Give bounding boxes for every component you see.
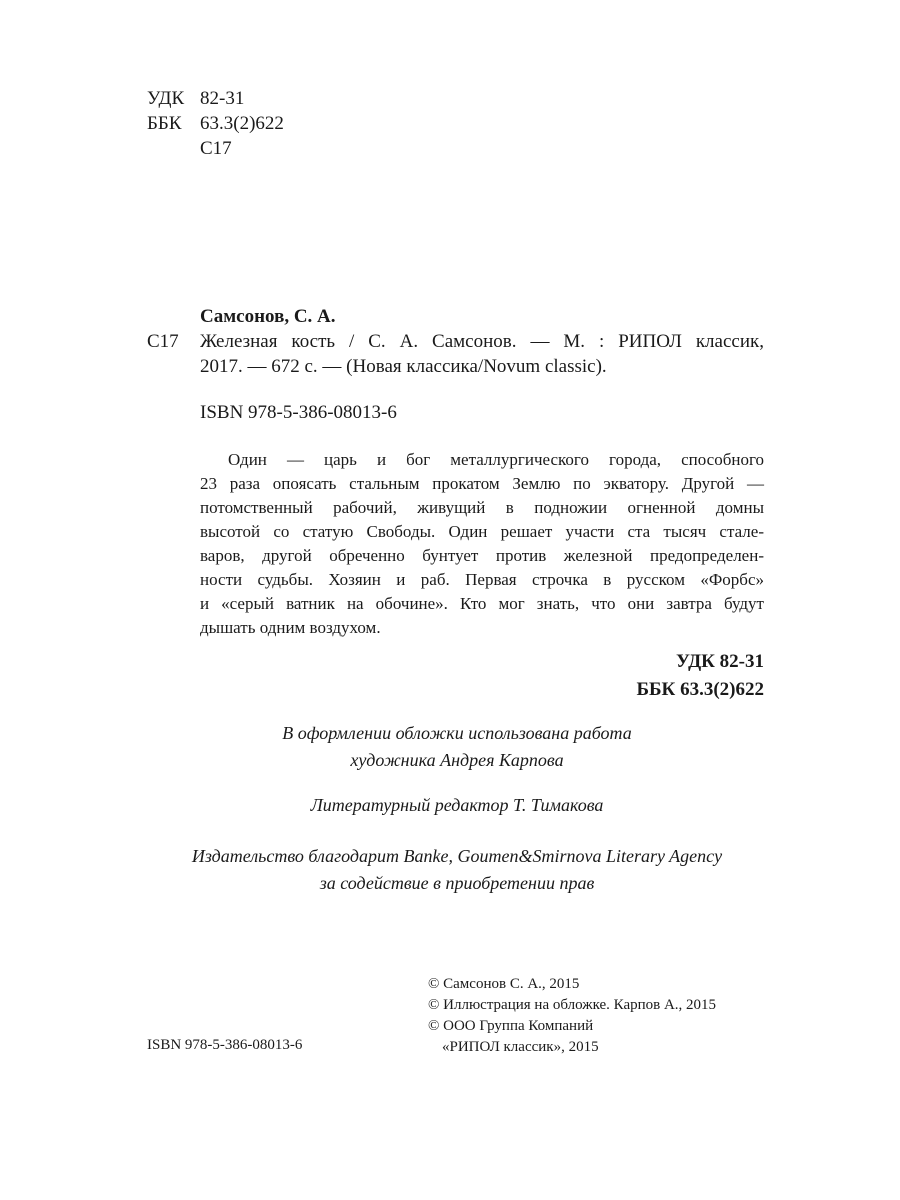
- credits-cover: [0, 720, 900, 774]
- credits-thanks: [0, 843, 900, 897]
- annotation-line: и «серый ватник на обочине». Кто мог знать, что они завтра будут: [200, 594, 764, 613]
- annotation-line: потомственный рабочий, живущий в подножии огненной домны: [200, 498, 764, 517]
- annotation: [200, 448, 764, 640]
- classification-codes-bold: [636, 648, 764, 704]
- bbk-bold: ББК 63.3(2)622: [636, 679, 764, 700]
- isbn-bottom: ISBN 978-5-386-08013-6: [147, 1037, 303, 1053]
- annotation-line: Один — царь и бог металлургического города, способного: [228, 450, 764, 469]
- udk-bold: УДК 82-31: [676, 651, 764, 672]
- bbk-value: 63.3(2)622: [200, 113, 284, 134]
- annotation-line: 23 раза опоясать стальным прокатом Землю по экватору. Другой —: [200, 474, 764, 493]
- copyright-line-4: «РИПОЛ классик», 2015: [442, 1039, 599, 1055]
- author-heading: Самсонов, С. А.: [200, 306, 336, 327]
- isbn-catalog: ISBN 978-5-386-08013-6: [200, 402, 397, 423]
- annotation-line: варов, другой обреченно бунтует против железной предопределен-: [200, 546, 764, 565]
- annotation-line: высотой со статую Свободы. Один решает участи ста тысяч стале-: [200, 522, 764, 541]
- editor-credit: Литературный редактор Т. Тимакова: [310, 795, 604, 815]
- thanks-line-1: Издательство благодарит Banke, Goumen&Smirnova Literary Agency: [191, 846, 723, 866]
- cover-credit-line-1: В оформлении обложки использована работа: [282, 723, 632, 743]
- bbk-label: ББК: [147, 113, 182, 134]
- copyright-line-3: © ООО Группа Компаний: [428, 1018, 594, 1034]
- catalog-author-mark: С17: [147, 331, 179, 352]
- copyright-block: [428, 974, 716, 1058]
- title-line-2: 2017. — 672 с. — (Новая классика/Novum classic).: [200, 356, 607, 377]
- title-line-1: Железная кость / С. А. Самсонов. — М. : РИПОЛ классик,: [200, 331, 764, 352]
- copyright-line-1: © Самсонов С. А., 2015: [428, 976, 580, 992]
- cover-credit-line-2: художника Андрея Карпова: [350, 750, 564, 770]
- thanks-line-2: за содействие в приобретении прав: [319, 873, 595, 893]
- annotation-line: дышать одним воздухом.: [200, 618, 381, 637]
- udk-label: УДК: [147, 88, 185, 109]
- udk-value: 82-31: [200, 88, 245, 109]
- annotation-line: ности судьбы. Хозяин и раб. Первая строчка в русском «Форбс»: [200, 570, 764, 589]
- credits-editor: [0, 792, 900, 819]
- author-mark: С17: [200, 138, 232, 159]
- copyright-line-2: © Иллюстрация на обложке. Карпов А., 2015: [428, 997, 717, 1013]
